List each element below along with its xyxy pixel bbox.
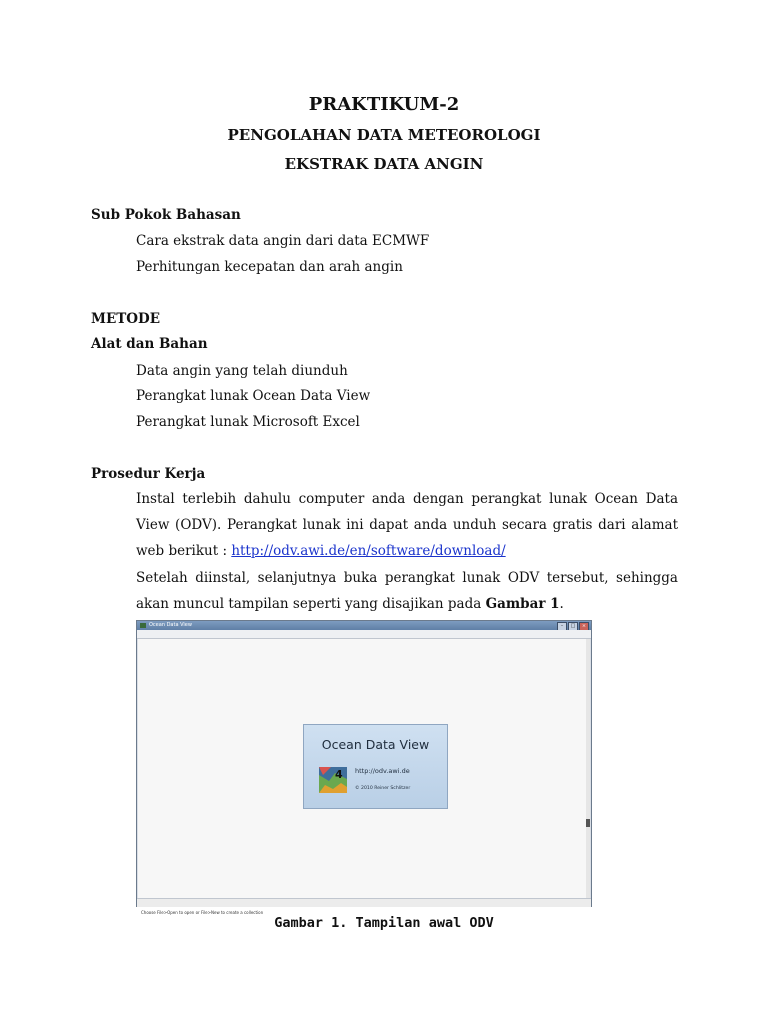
procedure-step-2-text: Setelah diinstal, selanjutnya buka perangkat lunak ODV tersebut, sehingga akan muncul tampilan seperti yang disajikan pada xyxy=(136,570,678,612)
procedure-step-1 xyxy=(136,486,678,564)
odv-splash xyxy=(303,724,448,809)
window-title: Ocean Data View xyxy=(149,622,192,628)
maximize-icon: □ xyxy=(568,622,578,631)
splash-title: Ocean Data View xyxy=(321,737,430,752)
section-heading-sub-pokok: Sub Pokok Bahasan xyxy=(91,207,241,223)
procedure-step-2-end: . xyxy=(559,596,564,612)
page-subtitle-2: EKSTRAK DATA ANGIN xyxy=(284,155,484,173)
figure-reference: Gambar 1 xyxy=(485,596,560,612)
window-titlebar xyxy=(137,621,591,630)
odv-logo-icon xyxy=(319,767,347,793)
window-scrollbar xyxy=(586,639,590,898)
list-item: Perangkat lunak Ocean Data View xyxy=(136,388,371,404)
section-heading-alat: Alat dan Bahan xyxy=(91,336,208,352)
splash-copyright: © 2010 Reiner Schlitzer xyxy=(355,786,411,791)
odv-window-screenshot xyxy=(136,620,592,915)
list-item: Perangkat lunak Microsoft Excel xyxy=(136,414,360,430)
procedure-step-1-text: Instal terlebih dahulu computer anda dengan perangkat lunak Ocean Data View (ODV). Perangkat lunak ini dapat anda unduh secara gratis dari alamat web berikut : xyxy=(136,491,678,559)
procedure-step-2 xyxy=(136,565,678,617)
close-icon: × xyxy=(579,622,589,631)
page-subtitle: PENGOLAHAN DATA METEOROLOGI xyxy=(227,126,541,144)
section-heading-prosedur: Prosedur Kerja xyxy=(91,466,206,482)
status-text: Choose File>Open to open or File>New to create a collection xyxy=(141,910,264,915)
odv-download-link[interactable]: http://odv.awi.de/en/software/download/ xyxy=(231,543,506,559)
list-item: Data angin yang telah diunduh xyxy=(136,363,348,379)
list-item: Perhitungan kecepatan dan arah angin xyxy=(136,259,403,275)
scrollbar-thumb xyxy=(586,819,590,827)
window-canvas xyxy=(138,639,586,898)
list-item: Cara ekstrak data angin dari data ECMWF xyxy=(136,233,430,249)
splash-url: http://odv.awi.de xyxy=(355,767,410,775)
figure-caption: Gambar 1. Tampilan awal ODV xyxy=(274,915,494,931)
window-statusbar xyxy=(137,898,591,915)
window-menubar xyxy=(137,630,591,639)
page-title: PRAKTIKUM-2 xyxy=(308,94,460,115)
minimize-icon: – xyxy=(557,622,567,631)
splash-version: 4 xyxy=(335,768,343,781)
app-icon xyxy=(140,623,146,628)
section-heading-metode: METODE xyxy=(91,311,161,327)
